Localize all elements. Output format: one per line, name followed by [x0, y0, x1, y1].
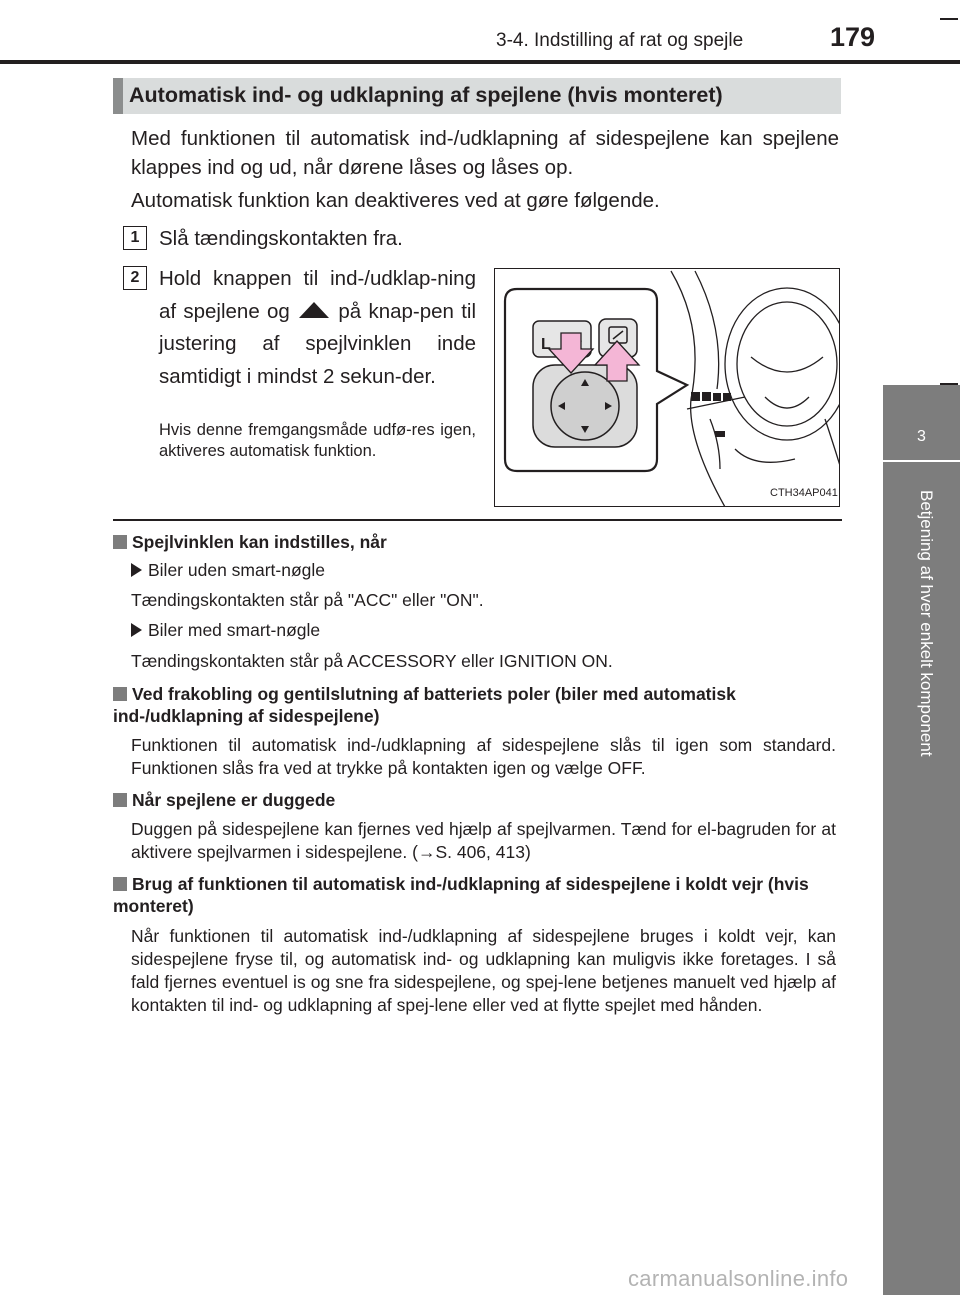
note-1-item-2-text: Tændingskontakten står på ACCESSORY eller IGNITION ON.: [131, 651, 613, 671]
note-1-item-1-label: Biler uden smart-nøgle: [131, 560, 325, 581]
square-bullet-icon: [113, 535, 127, 549]
note-2-text: Funktionen til automatisk ind-/udklapning af sidespejlene slås til igen som standard. Funktionen slås fra ved at trykke på kontakten igen og vælge OFF.: [131, 735, 836, 778]
triangle-right-icon: [131, 623, 142, 637]
running-header: 3-4. Indstilling af rat og spejle: [496, 30, 744, 51]
square-bullet-icon: [113, 793, 127, 807]
switch-label-l: L: [541, 336, 551, 353]
intro-paragraph: Med funktionen til automatisk ind-/udklapning af sidespejlene kan spejlene klappes ind og ud, når dørene låses og låses op.: [131, 127, 839, 179]
chapter-title: Betjening af hver enkelt komponent: [917, 490, 936, 757]
square-bullet-icon: [113, 877, 127, 891]
intro-paragraph-2: Automatisk funktion kan deaktiveres ved at gøre følgende.: [131, 189, 660, 212]
step-1-text: Slå tændingskontakten fra.: [159, 227, 403, 250]
note-1-item-1-text: Tændingskontakten står på "ACC" eller "ON".: [131, 590, 484, 610]
side-tab-separator: [883, 460, 960, 462]
header-rule: [0, 60, 960, 64]
note-heading-1: Spejlvinklen kan indstilles, når: [113, 531, 842, 553]
note-1-item-2-label: Biler med smart-nøgle: [131, 620, 320, 641]
note-4-text: Når funktionen til automatisk ind-/udklapning af sidespejlene bruges i koldt vejr, kan sidespejlene fryse til, og automatisk ind- og udklapning kan muligvis ikke foretages. I så fald fjernes eventuel is og sne fra sidespejlene, og spej-lene betjenes manuelt ved hjælp af kontakten til ind- og udklapning af spej-lene eller ved at flytte spejlet med hånden.: [131, 926, 836, 1015]
figure-caption: CTH34AP041: [770, 487, 838, 499]
note-heading-4: Brug af funktionen til automatisk ind-/udklapning af sidespejlene i koldt vejr (hvis monteret): [113, 874, 809, 916]
note-heading-3: Når spejlene er duggede: [113, 789, 842, 811]
chapter-number: 3: [917, 428, 926, 445]
mirror-switch-figure: [494, 268, 840, 507]
mirror-switch-illustration: [495, 269, 840, 507]
step-2-note: Hvis denne fremgangsmåde udfø-res igen, aktiveres automatisk funktion.: [159, 421, 476, 460]
triangle-up-icon: [297, 300, 331, 320]
step-number-2: 2: [123, 266, 147, 290]
page-number: 179: [830, 22, 876, 52]
section-title: Automatisk ind- og udklapning af spejlene (hvis monteret): [129, 83, 723, 107]
section-divider: [113, 519, 842, 521]
triangle-right-icon: [131, 563, 142, 577]
square-bullet-icon: [113, 687, 127, 701]
watermark: carmanualsonline.info: [628, 1266, 849, 1291]
step-2-text: Hold knappen til ind-/udklap-ning af spejlene og på knap-pen til justering af spejlvinklen inde samtidigt i mindst 2 sekun-der.: [159, 267, 477, 388]
crop-mark: [940, 18, 958, 20]
note-heading-2: Ved frakobling og gentilslutning af batteriets poler (biler med automatisk ind-/udklapning af sidespejlene): [113, 684, 736, 726]
note-3-text: Duggen på sidespejlene kan fjernes ved hjælp af spejlvarmen. Tænd for el-bagruden for at aktivere spejlvarmen i sidespejlene. (→S. 406, 413): [131, 819, 836, 862]
step-number-1: 1: [123, 226, 147, 250]
